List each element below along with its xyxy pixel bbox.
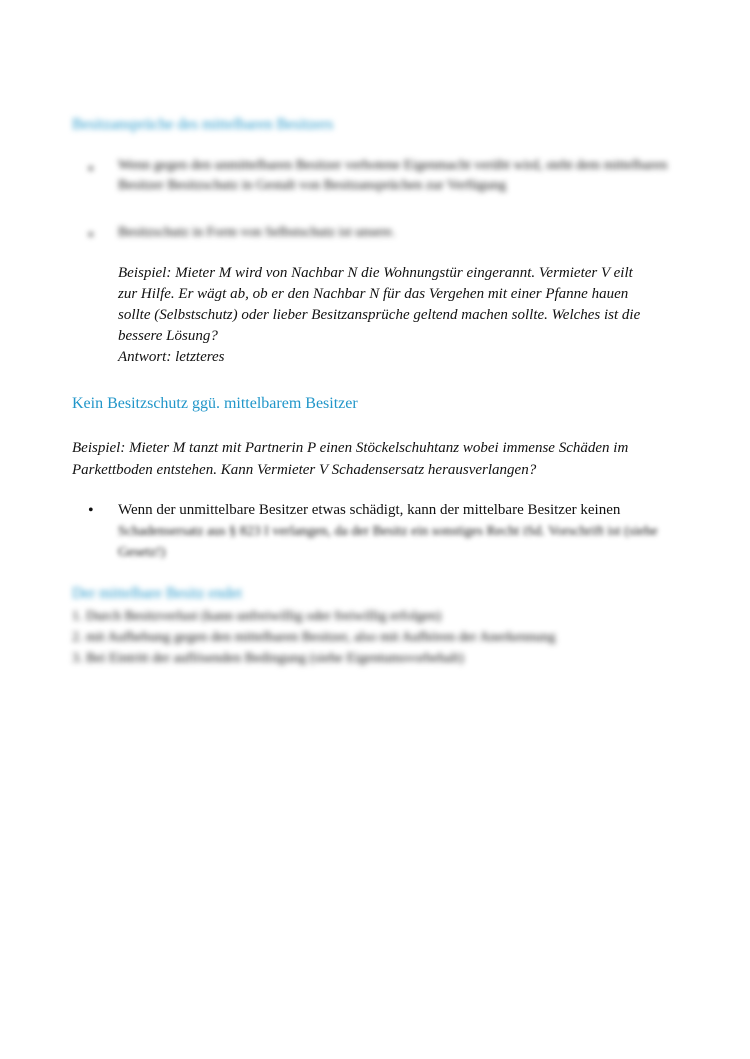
ordered-list (72, 606, 672, 669)
example-line: sollte (Selbstschutz) oder lieber Besitzansprüche geltend machen sollte. Welches ist die (118, 307, 641, 323)
bullet-text: Besitzschutz in Form von Selbstschutz ist unsere. (118, 225, 396, 240)
example-paragraph (118, 263, 688, 368)
example-line: bessere Lösung? (118, 328, 218, 344)
section-heading-kein-besitzschutz: Kein Besitzschutz ggü. mittelbarem Besitzer (72, 395, 358, 412)
list-item: 3. Bei Eintritt der auflösenden Bedingung (siehe Eigentumsvorbehalt) (72, 651, 464, 666)
bullet-marker: • (88, 161, 94, 178)
bullet-text-continued: Schadensersatz aus § 823 I verlangen, da der Besitz ein sonstiges Recht iSd. Vorschrift ist (siehe Gesetz!) (118, 524, 658, 560)
answer-line: Antwort: letzteres (118, 349, 225, 365)
example-line: zur Hilfe. Er wägt ab, ob er den Nachbar N für das Vergehen mit einer Pfanne hauen (118, 286, 629, 302)
list-item: 1. Durch Besitzverlust (kann unfreiwillig oder freiwillig erfolgen) (72, 609, 442, 624)
list-item: 2. mit Aufhebung gegen den mittelbaren Besitzer, also mit Aufhören der Anerkennung (72, 630, 556, 645)
bullet-marker: • (88, 227, 94, 244)
bullet-marker: • (88, 502, 94, 519)
bullet-text: Wenn gegen den unmittelbaren Besitzer verbotene Eigenmacht verübt wird, steht dem mittelbaren Besitzer Besitzschutz in Gestalt von Besitzansprüchen zur Verfügung (118, 158, 668, 193)
section-heading-besitzansprueche: Besitzansprüche des mittelbaren Besitzers (72, 116, 334, 133)
bullet-text: Wenn der unmittelbare Besitzer etwas schädigt, kann der mittelbare Besitzer keinen (118, 502, 621, 518)
example-line: Beispiel: Mieter M wird von Nachbar N die Wohnungstür eingerannt. Vermieter V eilt (118, 265, 633, 281)
example-paragraph: Beispiel: Mieter M tanzt mit Partnerin P einen Stöckelschuhtanz wobei immense Schäden im Parkettboden entstehen. Kann Vermieter V Schadensersatz herausverlangen? (72, 440, 629, 478)
section-heading-besitz-endet: Der mittelbare Besitz endet (72, 585, 243, 602)
